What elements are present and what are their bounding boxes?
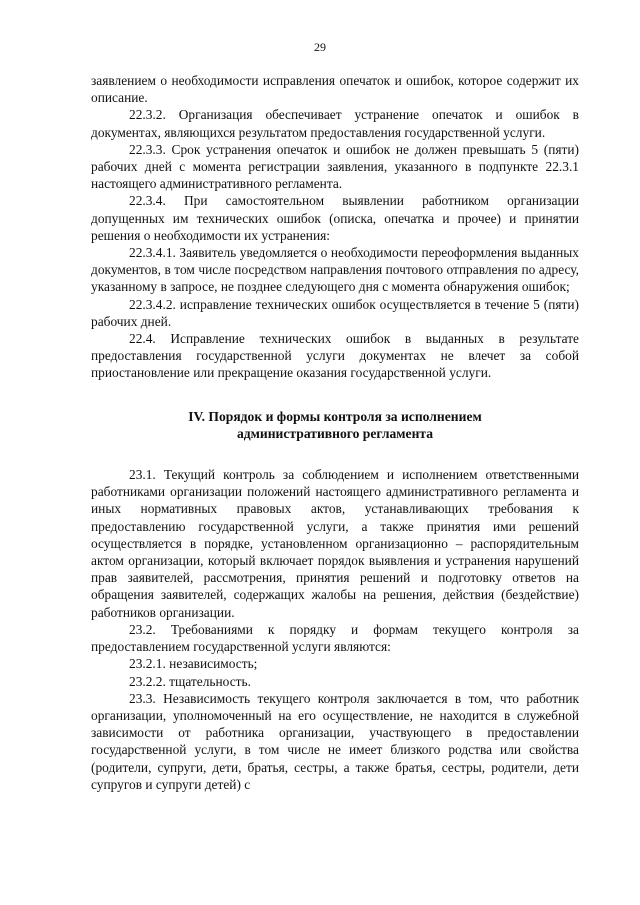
paragraph: 23.2. Требованиями к порядку и формам текущего контроля за предоставлением государственной услуги являются: <box>91 621 579 655</box>
paragraph: 22.3.2. Организация обеспечивает устранение опечаток и ошибок в документах, являющихся результатом предоставления государственной услуги. <box>91 107 579 140</box>
document-body <box>91 72 579 793</box>
section-heading <box>91 408 579 442</box>
paragraph: 22.4. Исправление технических ошибок в выданных в результате предоставления государственной услуги документах не влечет за собой приостановление или прекращение оказания государственной услуги. <box>91 331 579 381</box>
section-heading-line: административного регламента <box>236 425 434 441</box>
paragraph: 23.2.1. независимость; <box>129 656 258 672</box>
paragraph: 22.3.4. При самостоятельном выявлении работником организации допущенных им технических ошибок (описка, опечатка и прочее) и принятии решения о необходимости их устранения: <box>91 193 579 243</box>
paragraph: 23.1. Текущий контроль за соблюдением и исполнением ответственными работниками организации положений настоящего административного регламента и иных нормативных правовых актов, устанавливающих требования к предоставлению государственной услуги, а также принятия ими решений осуществляется в порядке, установленном организационно – распорядительным актом организации, который включает порядок выявления и устранения нарушений прав заявителей, рассмотрения, принятия решений и подготовку ответов на обращения заявителей, содержащих жалобы на решения, действия (бездействие) работников организации. <box>91 467 579 620</box>
section-heading-line: IV. Порядок и формы контроля за исполнением <box>188 408 482 424</box>
paragraph: 23.2.2. тщательность. <box>129 673 251 689</box>
paragraph: 22.3.3. Срок устранения опечаток и ошибок не должен превышать 5 (пяти) рабочих дней с момента регистрации заявления, указанного в подпункте 22.3.1 настоящего административного регламента. <box>91 141 579 192</box>
page-number: 29 <box>314 40 326 54</box>
paragraph: 23.3. Независимость текущего контроля заключается в том, что работник организации, уполномоченный на его осуществление, не находится в служебной зависимости от работника организации, участвующего в предоставлении государственной услуги, в том числе не имеет близкого родства или свойства (родители, супруги, дети, братья, сестры, а также братья, сестры, родители, дети супругов и супруги детей) с <box>91 690 579 792</box>
paragraph: заявлением о необходимости исправления опечаток и ошибок, которое содержит их описание. <box>91 73 579 106</box>
paragraph: 22.3.4.2. исправление технических ошибок осуществляется в течение 5 (пяти) рабочих дней. <box>91 296 579 329</box>
paragraph: 22.3.4.1. Заявитель уведомляется о необходимости переоформления выданных документов, в том числе посредством направления почтового отправления по адресу, указанному в запросе, не позднее следующего дня с момента обнаружения ошибок; <box>91 245 579 295</box>
